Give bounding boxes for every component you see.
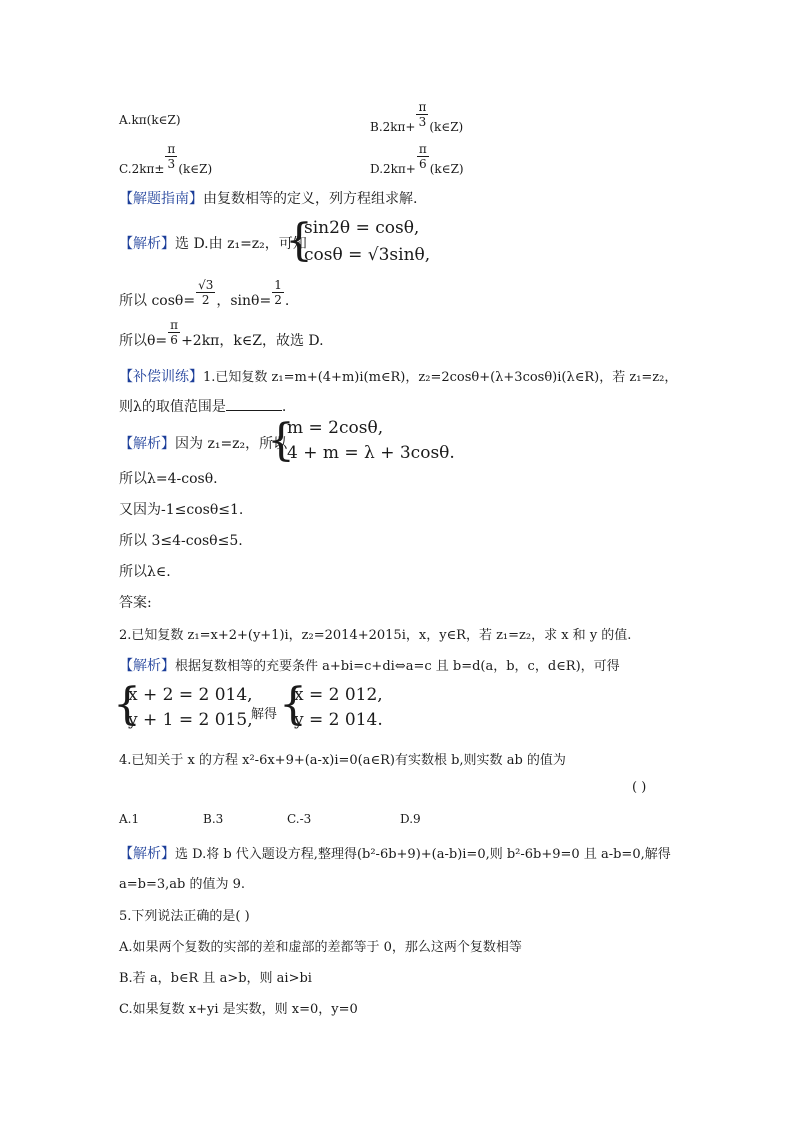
frac-den: 6 [418,157,427,171]
analysis-tag: 【解析】 [119,658,175,674]
equation-line: sin2θ = cosθ, [304,218,420,238]
option-a: A.kπ(k∈Z) [119,113,181,127]
fraction-pi-over-6 [417,142,429,171]
analysis-text: 选 D.由 z₁=z₂，可知 [175,236,307,252]
fraction [168,318,180,347]
question-2: 2.已知复数 z₁=x+2+(y+1)i，z₂=2014+2015i，x，y∈R，若 z₁=z₂，求 x 和 y 的值. [119,628,632,643]
option-b: B.若 a，b∈R 且 a>b，则 ai>bi [119,971,312,986]
frac-den: 2 [201,293,210,307]
fraction [196,278,215,307]
analysis-text: 根据复数相等的充要条件 a+bi=c+di⇔a=c 且 b=d(a，b，c，d∈R)，可得 [175,659,620,674]
equation-line: cosθ = √3sinθ, [304,245,431,265]
equation-line: x = 2 012, [294,685,383,705]
equation-line: m = 2cosθ, [287,418,384,438]
option-d [370,142,464,176]
option-b: B.3 [203,812,224,826]
text: +2kπ，k∈Z，故选 D. [181,332,324,349]
system-brace: { [279,679,307,730]
system-brace: { [267,415,295,466]
fraction-pi-over-3 [416,100,428,129]
option-b-suffix: (k∈Z) [429,120,464,134]
text: 所以 cosθ= [119,292,196,309]
option-d-suffix: (k∈Z) [429,162,464,176]
analysis-1-line [119,233,307,253]
training-step-3: 所以 3≤4-cosθ≤5. [119,533,243,549]
frac-num: π [418,100,427,114]
equation-line: x + 2 = 2 014, [128,685,253,705]
guide-text: 由复数相等的定义，列方程组求解. [203,191,418,207]
training-tag: 【补偿训练】 [119,369,203,385]
text: . [284,292,290,309]
solve-label: 解得 [251,707,278,722]
frac-num: π [167,142,176,156]
question-5: 5.下列说法正确的是( ) [119,909,250,924]
option-c-suffix: (k∈Z) [178,162,213,176]
question-2-analysis [119,655,620,675]
training-line-2 [119,396,286,416]
analysis-text: 选 D.将 b 代入题设方程,整理得(b²-6b+9)+(a-b)i=0,则 b²-6b+9=0 且 a-b=0,解得 [175,847,671,862]
question-4-analysis [119,843,671,863]
training-line [119,366,677,386]
equation-line: y = 2 014. [294,710,383,730]
analysis-1-cos-sin [119,278,289,307]
answer-label: 答案: [119,595,152,611]
text: ，sinθ= [216,292,272,309]
option-b-prefix: B.2kπ+ [370,120,416,134]
option-c [119,142,213,176]
text: . [281,399,287,415]
frac-num: 1 [274,278,282,292]
frac-den: 3 [167,157,176,171]
option-c: C.如果复数 x+yi 是实数，则 x=0，y=0 [119,1002,358,1017]
training-step-4: 所以λ∈. [119,564,171,580]
guide-tag: 【解题指南】 [119,191,203,207]
guide-line [119,188,417,208]
question-4-analysis-2: a=b=3,ab 的值为 9. [119,877,246,892]
option-c: C.-3 [287,812,312,826]
option-b [370,100,464,134]
analysis-tag: 【解析】 [119,236,175,252]
answer-paren: ( ) [632,780,647,795]
training-analysis-line [119,433,287,453]
option-d: D.9 [400,812,421,826]
analysis-tag: 【解析】 [119,846,175,862]
frac-den: 3 [418,115,427,129]
equation-line: 4 + m = λ + 3cosθ. [287,443,455,463]
training-text: 1.已知复数 z₁=m+(4+m)i(m∈R)，z₂=2cosθ+(λ+3cosθ)i(λ∈R)，若 z₁=z₂， [203,370,678,385]
option-a: A.如果两个复数的实部的差和虚部的差都等于 0，那么这两个复数相等 [119,940,522,955]
training-step-2: 又因为-1≤cosθ≤1. [119,502,244,518]
option-a: A.1 [119,812,140,826]
frac-num: √3 [198,278,214,292]
frac-num: π [418,142,427,156]
frac-den: 6 [170,333,178,347]
analysis-tag: 【解析】 [119,436,175,452]
option-d-prefix: D.2kπ+ [370,162,416,176]
answer-blank [226,398,282,411]
fraction [272,278,284,307]
frac-num: π [170,318,179,332]
question-4: 4.已知关于 x 的方程 x²-6x+9+(a-x)i=0(a∈R)有实数根 b,则实数 ab 的值为 [119,753,566,768]
equation-line: y + 1 = 2 015, [128,710,253,730]
option-c-prefix: C.2kπ± [119,162,165,176]
frac-den: 2 [274,293,282,307]
fraction-pi-over-3 [165,142,177,171]
system-brace: { [285,215,313,266]
training-step-1: 所以λ=4-cosθ. [119,471,218,487]
system-brace: { [113,679,141,730]
text: 则λ的取值范围是 [119,399,226,415]
text: 所以θ= [119,332,168,349]
analysis-text: 因为 z₁=z₂，所以 [175,436,288,452]
analysis-1-theta [119,318,324,347]
